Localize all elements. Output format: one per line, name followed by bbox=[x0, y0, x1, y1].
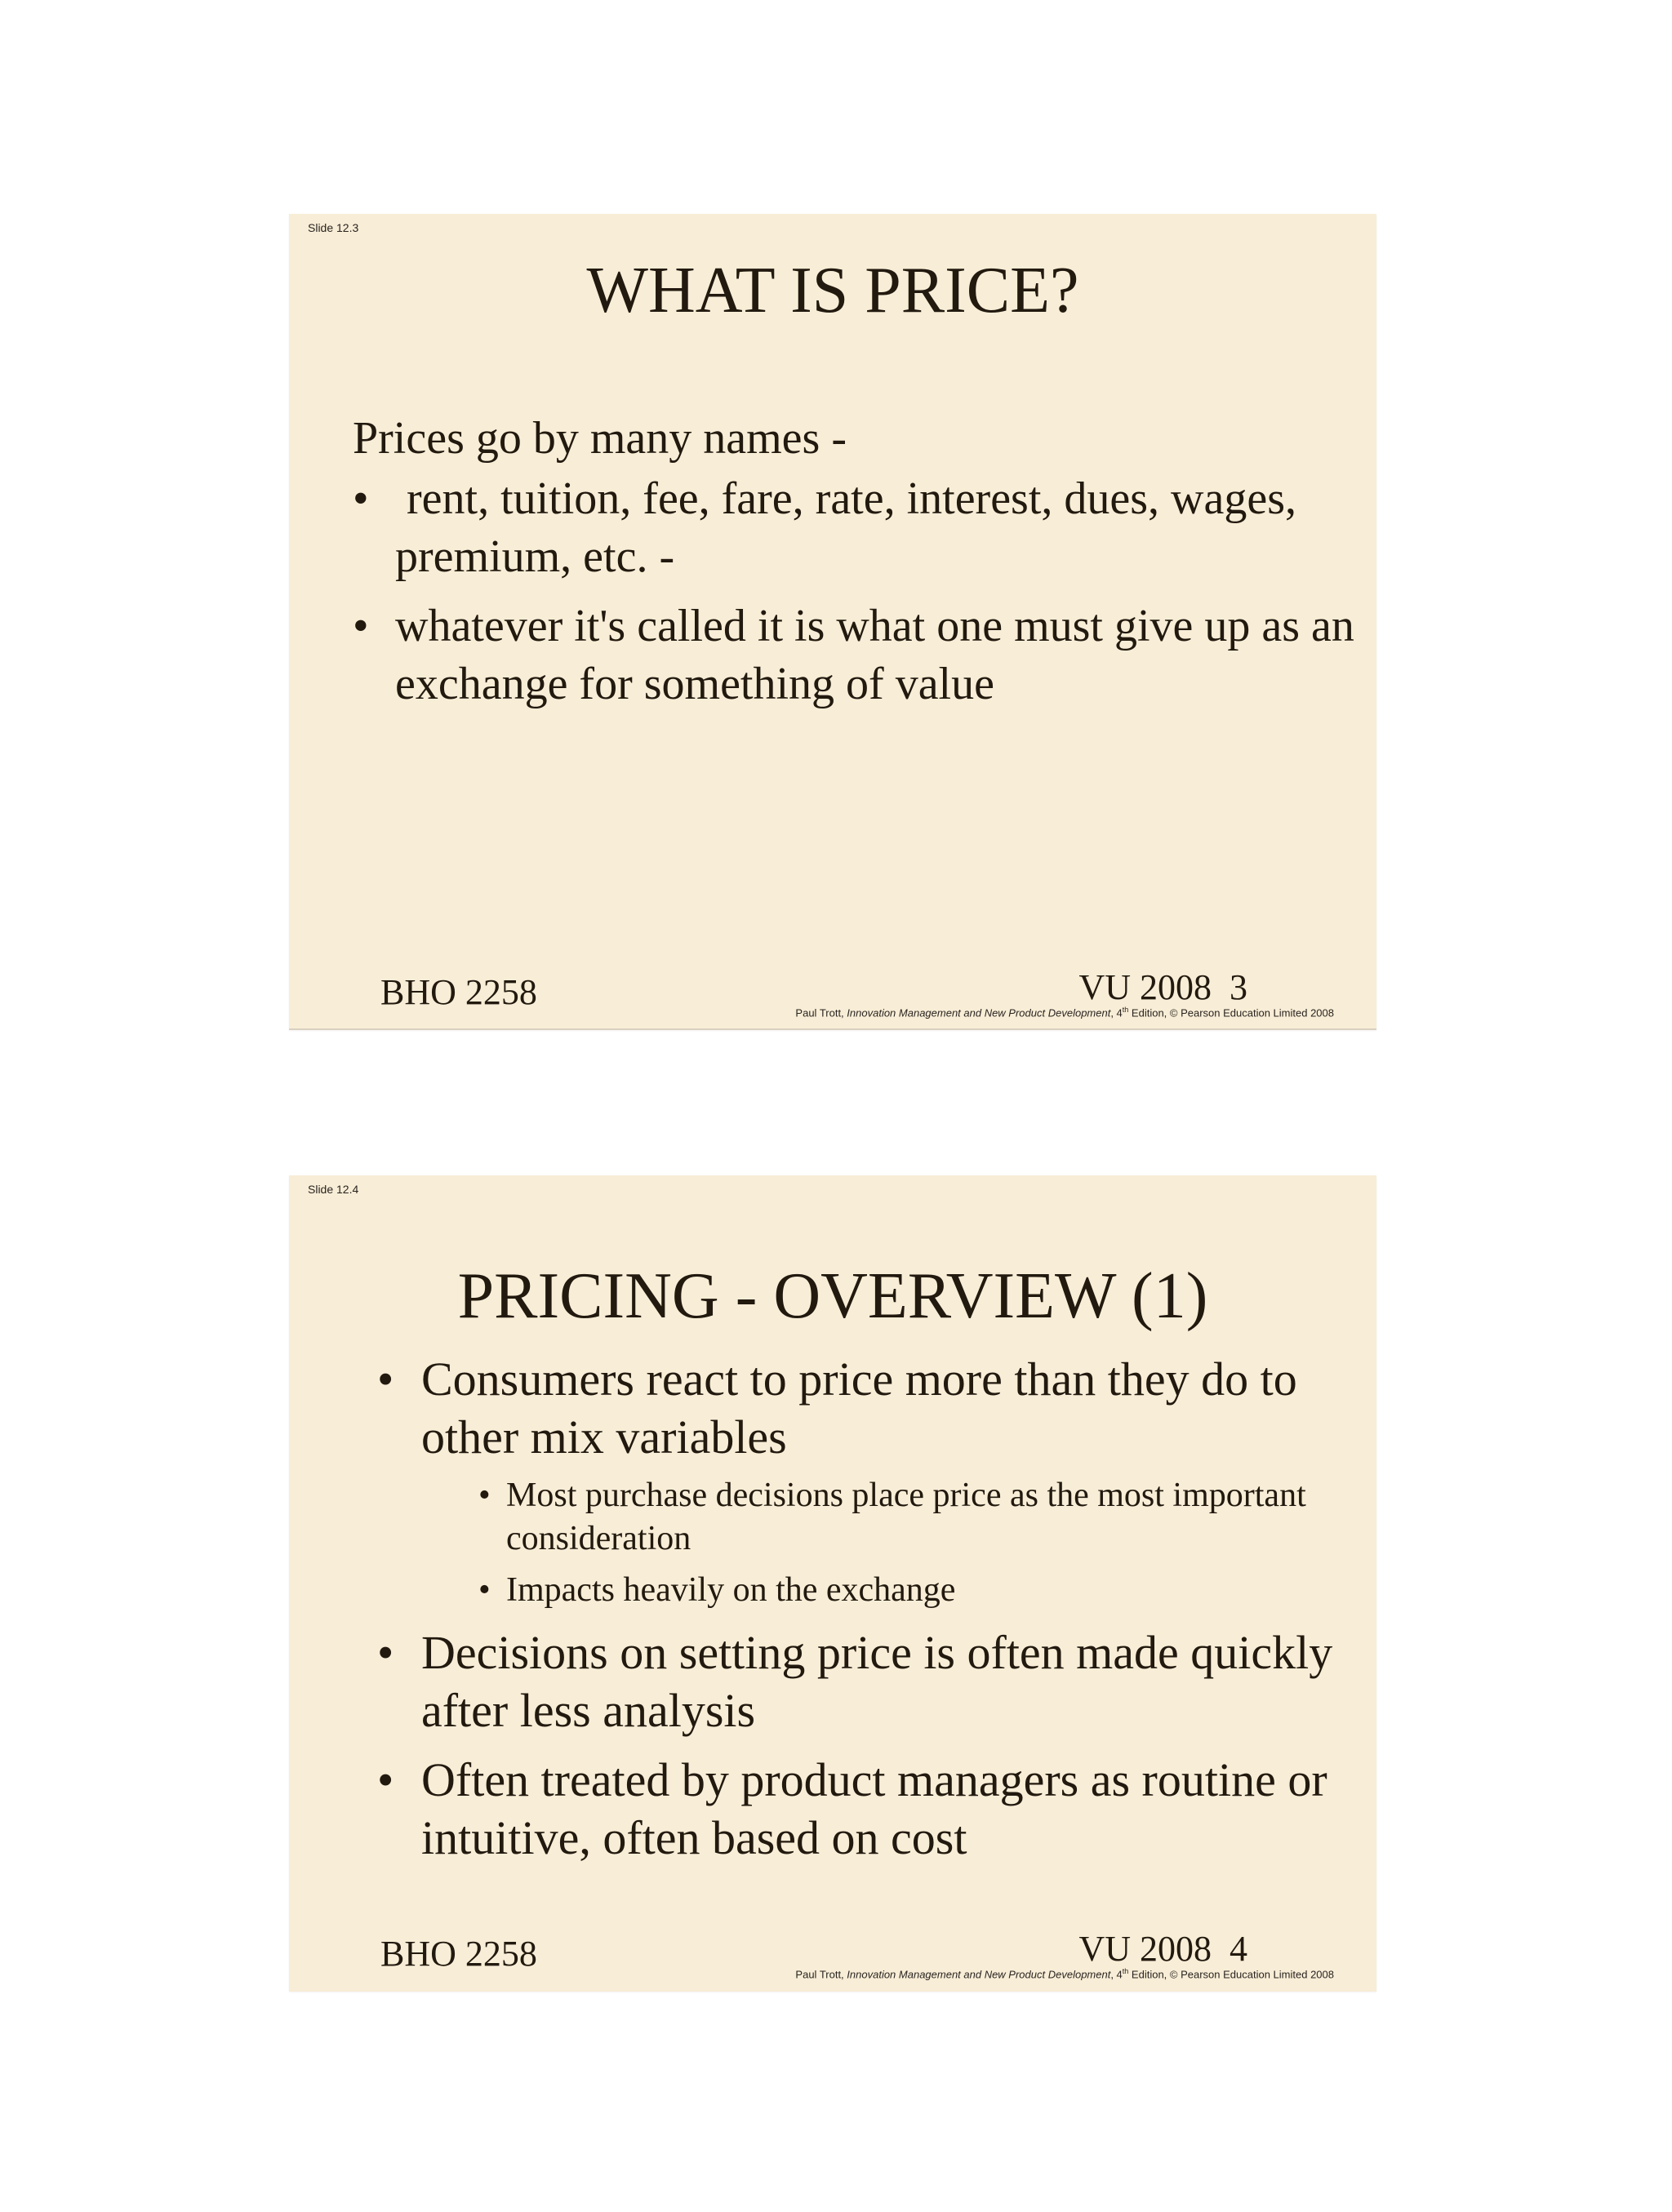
sub-bullet-text: Most purchase decisions place price as the most important consideration bbox=[506, 1477, 1306, 1557]
list-item bbox=[377, 1751, 1357, 1867]
sub-bullet-list bbox=[421, 1474, 1357, 1612]
sub-list-item bbox=[478, 1569, 1357, 1612]
bullet-icon: • bbox=[353, 601, 369, 651]
bullet-icon: • bbox=[377, 1753, 394, 1806]
slide-title: PRICING - OVERVIEW (1) bbox=[457, 1260, 1208, 1332]
bullet-icon: • bbox=[377, 1626, 394, 1679]
sub-list-item bbox=[478, 1474, 1357, 1561]
page-footer: VU 2008 4 bbox=[1078, 1929, 1247, 1969]
bullet-text: rent, tuition, fee, fare, rate, interest, dues, wages, premium, etc. - bbox=[395, 473, 1309, 582]
list-item bbox=[377, 1350, 1357, 1612]
slide-divider bbox=[289, 1028, 1376, 1030]
bullet-icon: • bbox=[478, 1477, 491, 1514]
intro-text: Prices go by many names - bbox=[353, 413, 847, 464]
slide-number: Slide 12.4 bbox=[308, 1183, 359, 1196]
bullet-text: Decisions on setting price is often made quickly after less analysis bbox=[421, 1626, 1333, 1737]
bullet-list bbox=[377, 1350, 1357, 1878]
bullet-text: whatever it's called it is what one must give up as an exchange for something of value bbox=[395, 601, 1354, 709]
slide-title: WHAT IS PRICE? bbox=[586, 255, 1079, 326]
bullet-text: Often treated by product managers as routine or intuitive, often based on cost bbox=[421, 1753, 1327, 1864]
list-item bbox=[353, 470, 1365, 586]
copyright-credit: Paul Trott, Innovation Management and New Product Development, 4th Edition, © Pearson Education Limited 2008 bbox=[795, 1005, 1334, 1019]
course-code: BHO 2258 bbox=[380, 972, 537, 1012]
list-item bbox=[377, 1623, 1357, 1739]
slide-12-3 bbox=[289, 214, 1376, 1030]
bullet-icon: • bbox=[353, 473, 369, 524]
bullet-list bbox=[353, 470, 1365, 725]
page-footer: VU 2008 3 bbox=[1078, 967, 1247, 1007]
course-code: BHO 2258 bbox=[380, 1934, 537, 1974]
list-item bbox=[353, 597, 1365, 713]
bullet-text: Consumers react to price more than they do to other mix variables bbox=[421, 1353, 1297, 1464]
bullet-icon: • bbox=[377, 1353, 394, 1406]
sub-bullet-text: Impacts heavily on the exchange bbox=[506, 1571, 956, 1609]
slide-12-4 bbox=[289, 1175, 1376, 1992]
bullet-icon: • bbox=[478, 1571, 491, 1609]
copyright-credit: Paul Trott, Innovation Management and New Product Development, 4th Edition, © Pearson Education Limited 2008 bbox=[795, 1966, 1334, 1980]
slide-number: Slide 12.3 bbox=[308, 221, 359, 234]
